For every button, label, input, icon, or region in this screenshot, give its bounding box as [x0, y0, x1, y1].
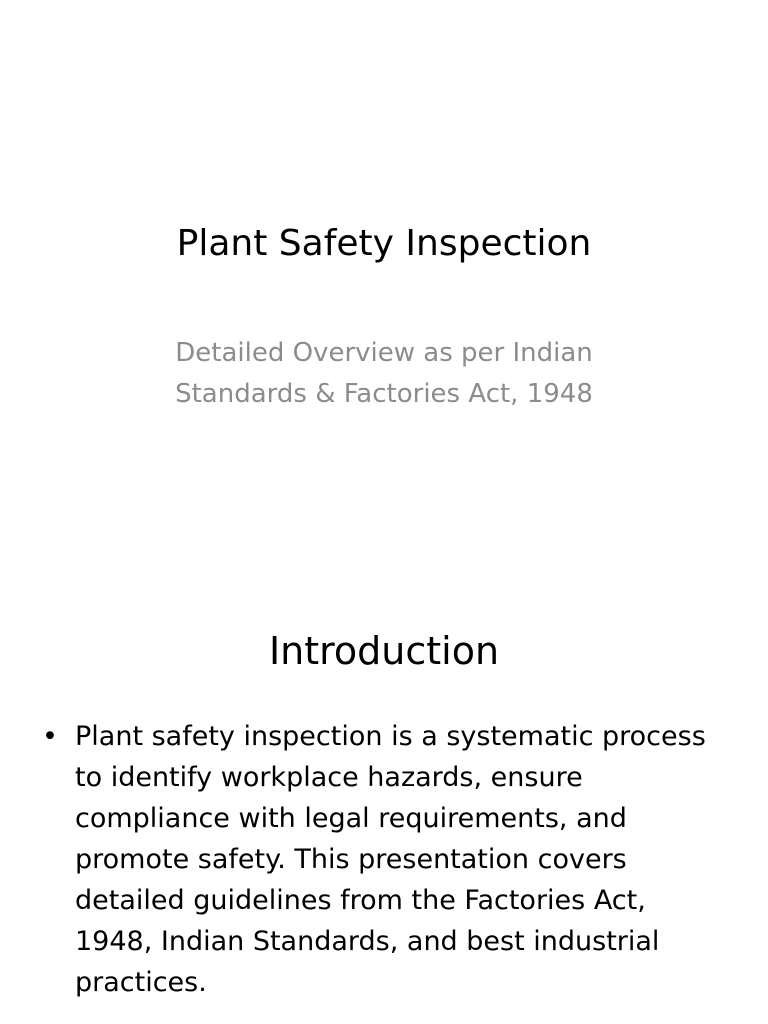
subtitle-line: Standards & Factories Act, 1948 — [175, 379, 593, 409]
bullet-text-line: detailed guidelines from the Factories Act, — [75, 885, 646, 916]
bullet-text-line: Plant safety inspection is a systematic process — [75, 721, 706, 752]
slide-introduction — [0, 576, 768, 1024]
introduction-heading: Introduction — [268, 629, 500, 673]
slide-title-heading: Plant Safety Inspection — [176, 223, 592, 264]
slide-subtitle — [84, 333, 684, 415]
subtitle-line: Detailed Overview as per Indian — [175, 338, 593, 368]
bullet-text-line: to identify workplace hazards, ensure — [75, 762, 583, 793]
bullet-icon: • — [42, 721, 58, 752]
bullet-text-line: 1948, Indian Standards, and best industrial — [75, 926, 660, 957]
bullet-text-line: compliance with legal requirements, and — [75, 803, 627, 834]
bullet-text-line: practices. — [75, 967, 207, 998]
bullet-text-line: promote safety. This presentation covers — [75, 844, 627, 875]
bullet-list — [42, 716, 732, 1003]
bullet-item — [42, 716, 732, 1003]
